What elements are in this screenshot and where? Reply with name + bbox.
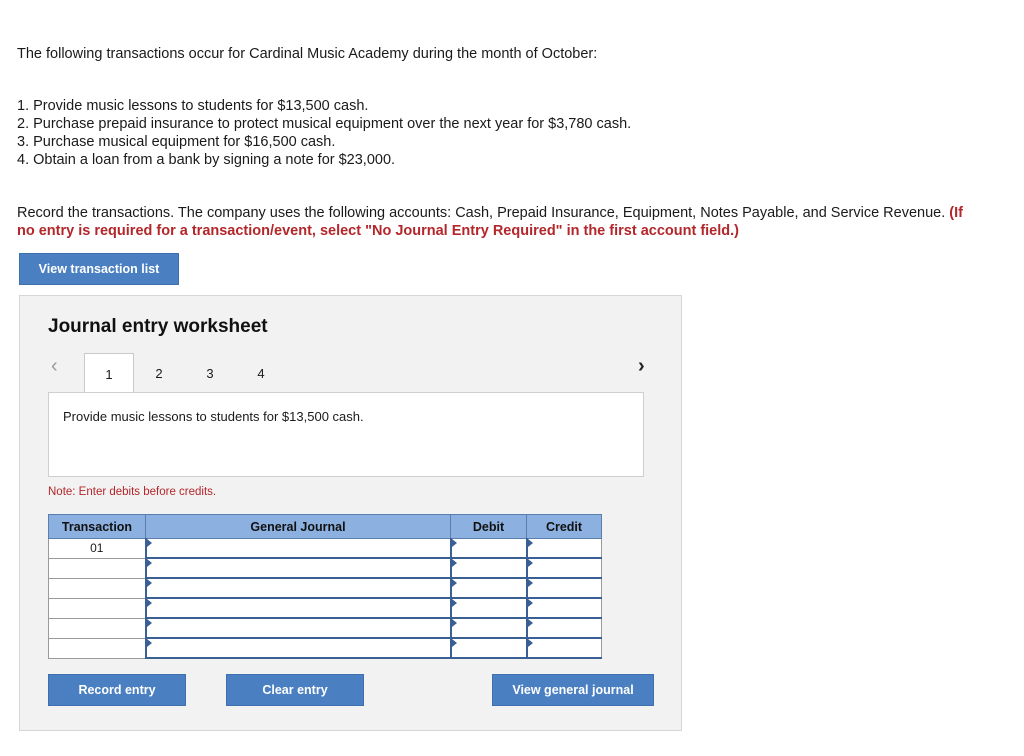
header-credit: Credit — [527, 515, 602, 539]
transaction-number: 01 — [49, 539, 146, 559]
transaction-number — [49, 578, 146, 598]
account-select[interactable] — [146, 598, 451, 618]
intro-text: The following transactions occur for Cardinal Music Academy during the month of October: — [17, 46, 598, 62]
table-row — [49, 558, 602, 578]
journal-table — [48, 514, 602, 659]
transaction-item: 2. Purchase prepaid insurance to protect musical equipment over the next year for $3,780 cash. — [17, 116, 632, 132]
transaction-list — [17, 97, 631, 169]
credit-input[interactable] — [527, 539, 602, 559]
record-entry-button[interactable]: Record entry — [48, 674, 186, 706]
header-general-journal: General Journal — [146, 515, 451, 539]
view-transaction-list-button[interactable]: View transaction list — [19, 253, 179, 285]
credit-input[interactable] — [527, 618, 602, 638]
transaction-description: Provide music lessons to students for $13,500 cash. — [48, 392, 644, 477]
instructions-warning: (If no entry is required for a transaction/event, select "No Journal Entry Required" in the first account field.) — [17, 205, 963, 239]
transaction-item: 3. Purchase musical equipment for $16,500 cash. — [17, 134, 336, 150]
debit-input[interactable] — [451, 618, 527, 638]
account-select[interactable] — [146, 539, 451, 559]
journal-header-row — [49, 515, 602, 539]
account-select[interactable] — [146, 638, 451, 658]
account-select[interactable] — [146, 618, 451, 638]
tab-4[interactable]: 4 — [257, 365, 265, 381]
header-transaction: Transaction — [49, 515, 146, 539]
transaction-number — [49, 618, 146, 638]
transaction-number — [49, 598, 146, 618]
transaction-item: 1. Provide music lessons to students for $13,500 cash. — [17, 98, 369, 114]
credit-input[interactable] — [527, 578, 602, 598]
worksheet-title: Journal entry worksheet — [48, 316, 268, 337]
entry-note: Note: Enter debits before credits. — [48, 486, 217, 498]
chevron-left-icon[interactable]: ‹ — [51, 355, 58, 377]
view-general-journal-button[interactable]: View general journal — [492, 674, 654, 706]
account-select[interactable] — [146, 558, 451, 578]
credit-input[interactable] — [527, 558, 602, 578]
transaction-item: 4. Obtain a loan from a bank by signing a note for $23,000. — [17, 152, 396, 168]
transaction-number — [49, 638, 146, 658]
header-debit: Debit — [451, 515, 527, 539]
clear-entry-button[interactable]: Clear entry — [226, 674, 364, 706]
table-row — [49, 618, 602, 638]
table-row — [49, 539, 602, 559]
debit-input[interactable] — [451, 558, 527, 578]
chevron-right-icon[interactable]: › — [638, 355, 645, 377]
debit-input[interactable] — [451, 578, 527, 598]
table-row — [49, 638, 602, 658]
table-row — [49, 578, 602, 598]
instructions-main: Record the transactions. The company uses the following accounts: Cash, Prepaid Insurance, Equipment, Notes Payable, and Service Revenue. — [17, 205, 946, 221]
table-row — [49, 598, 602, 618]
credit-input[interactable] — [527, 638, 602, 658]
credit-input[interactable] — [527, 598, 602, 618]
tab-3[interactable]: 3 — [206, 365, 214, 381]
debit-input[interactable] — [451, 539, 527, 559]
instructions — [17, 204, 977, 240]
journal-entry-worksheet — [19, 295, 682, 731]
debit-input[interactable] — [451, 638, 527, 658]
transaction-number — [49, 558, 146, 578]
tab-1[interactable]: 1 — [84, 353, 134, 395]
account-select[interactable] — [146, 578, 451, 598]
debit-input[interactable] — [451, 598, 527, 618]
tab-2[interactable]: 2 — [155, 365, 163, 381]
